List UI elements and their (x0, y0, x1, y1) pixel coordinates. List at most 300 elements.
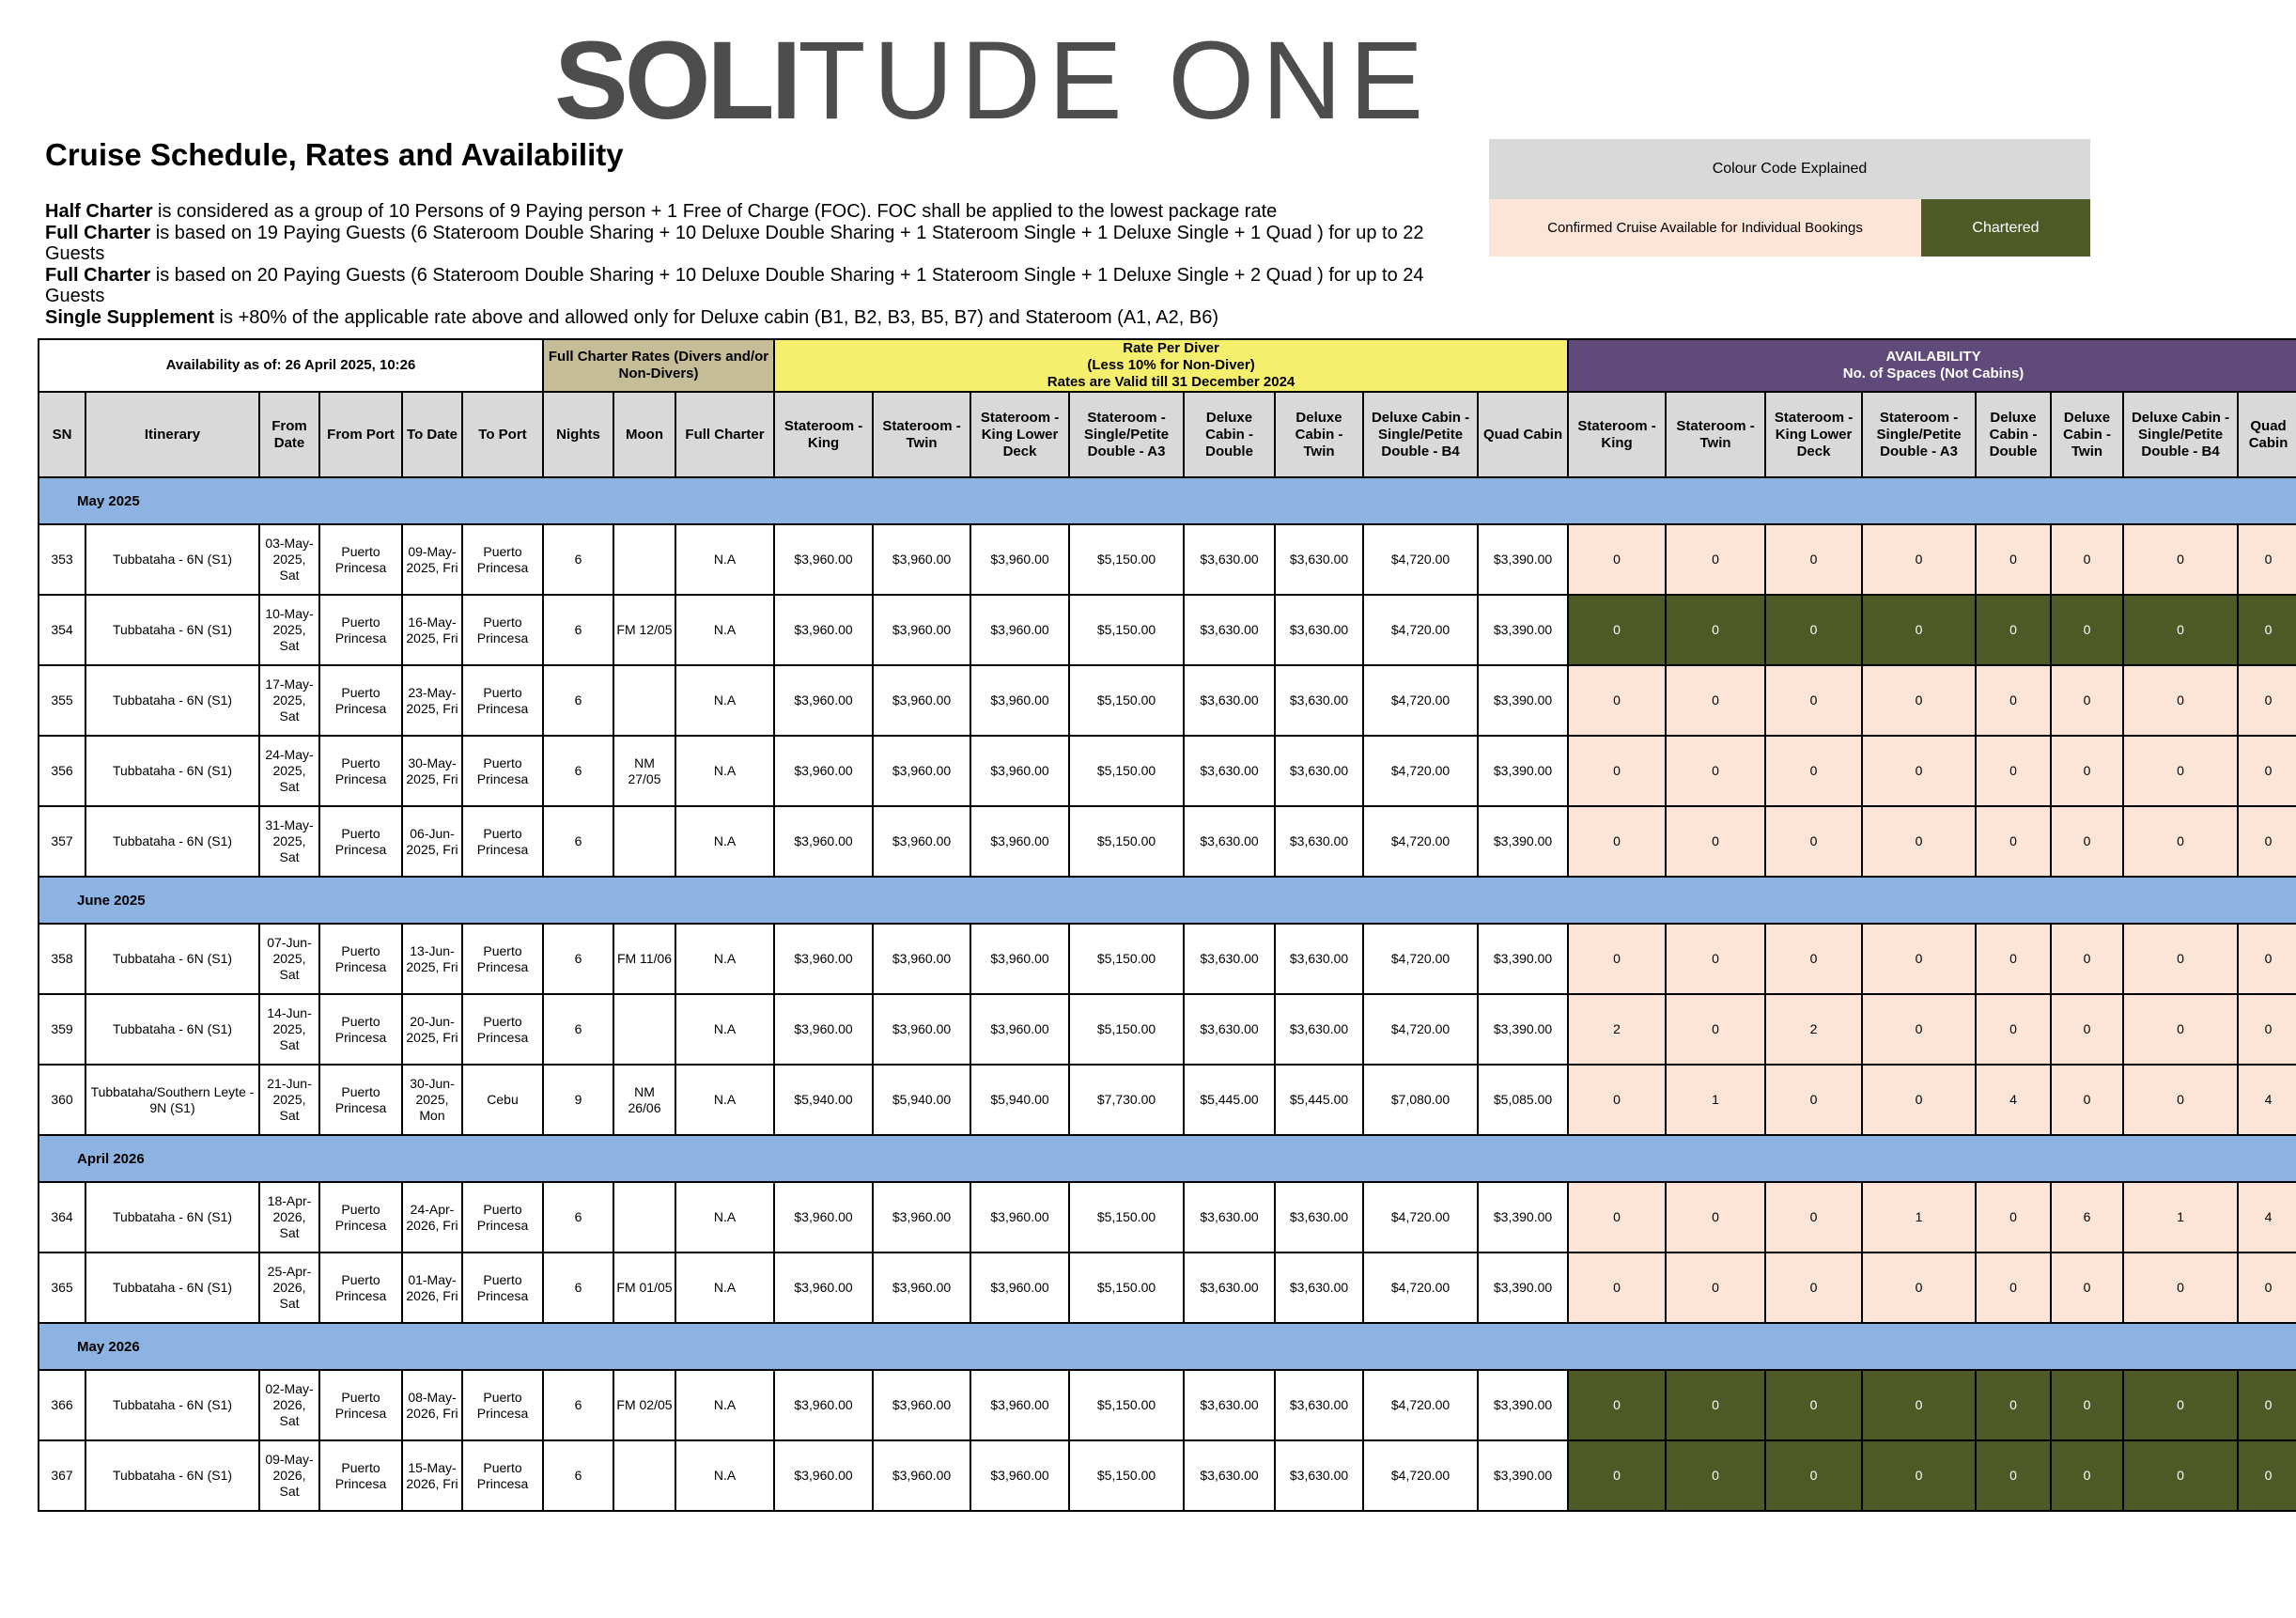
rate-cell: $3,960.00 (873, 1182, 970, 1252)
from-date-cell: 14-Jun-2025, Sat (259, 994, 319, 1065)
from-port-cell: Puerto Princesa (319, 1252, 402, 1323)
availability-cell: 0 (2123, 665, 2238, 736)
availability-cell: 1 (1862, 1182, 1976, 1252)
availability-header (1568, 339, 2296, 392)
column-header: Stateroom - Single/Petite Double - A3 (1862, 392, 1976, 477)
availability-cell: 0 (1976, 806, 2051, 877)
from-port-cell: Puerto Princesa (319, 1440, 402, 1511)
availability-cell: 0 (2123, 524, 2238, 595)
column-header: Full Charter (675, 392, 774, 477)
full-charter-cell: N.A (675, 736, 774, 806)
rate-cell: $5,150.00 (1069, 1252, 1184, 1323)
table-row (39, 1182, 2296, 1252)
availability-cell: 0 (1976, 1370, 2051, 1440)
itinerary-cell: Tubbataha - 6N (S1) (85, 665, 259, 736)
availability-cell: 0 (1862, 524, 1976, 595)
month-label: May 2026 (39, 1323, 2296, 1370)
legend-available-swatch: Confirmed Cruise Available for Individual Bookings (1489, 199, 1921, 257)
from-port-cell: Puerto Princesa (319, 806, 402, 877)
itinerary-cell: Tubbataha - 6N (S1) (85, 524, 259, 595)
column-header: Itinerary (85, 392, 259, 477)
nights-cell: 6 (543, 595, 613, 665)
column-header: Deluxe Cabin - Single/Petite Double - B4 (1363, 392, 1478, 477)
from-port-cell: Puerto Princesa (319, 595, 402, 665)
full-charter-rates-label: Full Charter Rates (Divers and/or Non-Divers) (548, 349, 769, 381)
column-header: Stateroom - Twin (1666, 392, 1765, 477)
availability-cell: 0 (1666, 994, 1765, 1065)
sn-cell: 366 (39, 1370, 85, 1440)
availability-cell: 0 (2051, 994, 2123, 1065)
rate-cell: $3,960.00 (873, 994, 970, 1065)
legend-header: Colour Code Explained (1489, 139, 2090, 199)
table-row (39, 1370, 2296, 1440)
nights-cell: 9 (543, 1065, 613, 1135)
availability-cell: 0 (1666, 1182, 1765, 1252)
rate-cell: $3,960.00 (774, 994, 873, 1065)
from-port-cell: Puerto Princesa (319, 1370, 402, 1440)
column-header: Stateroom - King Lower Deck (970, 392, 1069, 477)
availability-cell: 0 (1765, 736, 1862, 806)
availability-cell: 0 (1976, 524, 2051, 595)
to-date-cell: 01-May-2026, Fri (402, 1252, 462, 1323)
availability-cell: 0 (2123, 924, 2238, 994)
to-date-cell: 20-Jun-2025, Fri (402, 994, 462, 1065)
rate-cell: $3,630.00 (1184, 1440, 1275, 1511)
rate-cell: $3,630.00 (1275, 1252, 1363, 1323)
rate-cell: $3,960.00 (873, 736, 970, 806)
availability-cell: 0 (1765, 1252, 1862, 1323)
rate-cell: $3,390.00 (1478, 1440, 1568, 1511)
rate-cell: $3,960.00 (970, 1252, 1069, 1323)
rate-cell: $3,960.00 (970, 736, 1069, 806)
moon-cell (613, 665, 675, 736)
availability-cell: 0 (1666, 736, 1765, 806)
availability-cell: 0 (1765, 1182, 1862, 1252)
rate-cell: $3,960.00 (774, 924, 873, 994)
availability-cell: 0 (1666, 806, 1765, 877)
full-charter-cell: N.A (675, 1440, 774, 1511)
rate-cell: $3,630.00 (1275, 924, 1363, 994)
column-header: Quad Cabin (1478, 392, 1568, 477)
to-port-cell: Puerto Princesa (462, 1370, 543, 1440)
to-port-cell: Puerto Princesa (462, 806, 543, 877)
sn-cell: 357 (39, 806, 85, 877)
rate-cell: $3,960.00 (774, 1370, 873, 1440)
sn-cell: 365 (39, 1252, 85, 1323)
availability-cell: 0 (2051, 1370, 2123, 1440)
rate-cell: $5,150.00 (1069, 1440, 1184, 1511)
availability-cell: 0 (1862, 1370, 1976, 1440)
moon-cell (613, 806, 675, 877)
rate-cell: $4,720.00 (1363, 665, 1478, 736)
availability-cell: 0 (1666, 595, 1765, 665)
availability-cell: 0 (2123, 1440, 2238, 1511)
rate-per-diver-line-1: Rate Per Diver (1123, 340, 1219, 356)
nights-cell: 6 (543, 806, 613, 877)
rate-cell: $4,720.00 (1363, 595, 1478, 665)
itinerary-cell: Tubbataha - 6N (S1) (85, 1252, 259, 1323)
rate-cell: $3,960.00 (873, 1370, 970, 1440)
rate-cell: $4,720.00 (1363, 1252, 1478, 1323)
month-label: June 2025 (39, 877, 2296, 924)
sn-cell: 356 (39, 736, 85, 806)
to-port-cell: Puerto Princesa (462, 994, 543, 1065)
rate-cell: $3,960.00 (970, 1370, 1069, 1440)
logo-light-text: TUDE ONE (798, 19, 1432, 143)
column-header: Deluxe Cabin - Twin (1275, 392, 1363, 477)
rate-cell: $4,720.00 (1363, 1370, 1478, 1440)
rate-cell: $3,630.00 (1275, 994, 1363, 1065)
to-date-cell: 16-May-2025, Fri (402, 595, 462, 665)
availability-cell: 0 (1568, 924, 1666, 994)
rate-per-diver-line-2: (Less 10% for Non-Diver) (1087, 357, 1255, 373)
rate-cell: $3,960.00 (970, 524, 1069, 595)
availability-cell: 2 (1568, 994, 1666, 1065)
full-charter-cell: N.A (675, 1252, 774, 1323)
availability-cell: 0 (2238, 1252, 2296, 1323)
rate-cell: $3,630.00 (1184, 806, 1275, 877)
rate-cell: $3,630.00 (1184, 736, 1275, 806)
availability-cell: 0 (1862, 665, 1976, 736)
availability-cell: 0 (1862, 1440, 1976, 1511)
availability-cell: 0 (1666, 1370, 1765, 1440)
rate-cell: $3,630.00 (1275, 665, 1363, 736)
month-section-row (39, 1135, 2296, 1182)
rate-cell: $5,150.00 (1069, 1370, 1184, 1440)
to-port-cell: Puerto Princesa (462, 924, 543, 994)
availability-cell: 0 (2051, 1252, 2123, 1323)
table-row (39, 595, 2296, 665)
sn-cell: 358 (39, 924, 85, 994)
column-header: Moon (613, 392, 675, 477)
availability-cell: 0 (1976, 595, 2051, 665)
availability-cell: 0 (1976, 1182, 2051, 1252)
rate-cell: $3,960.00 (873, 595, 970, 665)
to-date-cell: 30-May-2025, Fri (402, 736, 462, 806)
moon-cell: FM 12/05 (613, 595, 675, 665)
rate-cell: $5,445.00 (1184, 1065, 1275, 1135)
rate-cell: $4,720.00 (1363, 1440, 1478, 1511)
column-header: Stateroom - King (1568, 392, 1666, 477)
moon-cell (613, 1440, 675, 1511)
rate-cell: $3,960.00 (774, 595, 873, 665)
from-port-cell: Puerto Princesa (319, 1065, 402, 1135)
table-row (39, 736, 2296, 806)
moon-cell (613, 524, 675, 595)
availability-cell: 0 (1666, 924, 1765, 994)
nights-cell: 6 (543, 1182, 613, 1252)
availability-cell: 1 (1666, 1065, 1765, 1135)
nights-cell: 6 (543, 736, 613, 806)
rate-cell: $4,720.00 (1363, 924, 1478, 994)
table-row (39, 665, 2296, 736)
from-port-cell: Puerto Princesa (319, 736, 402, 806)
page-title: Cruise Schedule, Rates and Availability (45, 137, 624, 172)
rate-cell: $3,630.00 (1184, 1370, 1275, 1440)
full-charter-cell: N.A (675, 1182, 774, 1252)
table-row (39, 1440, 2296, 1511)
rate-cell: $3,390.00 (1478, 1182, 1568, 1252)
column-header: To Port (462, 392, 543, 477)
from-port-cell: Puerto Princesa (319, 524, 402, 595)
availability-cell: 0 (2051, 924, 2123, 994)
rate-cell: $3,630.00 (1275, 1440, 1363, 1511)
moon-cell: FM 01/05 (613, 1252, 675, 1323)
rate-cell: $3,630.00 (1184, 994, 1275, 1065)
from-port-cell: Puerto Princesa (319, 924, 402, 994)
availability-cell: 1 (2123, 1182, 2238, 1252)
availability-cell: 0 (1862, 994, 1976, 1065)
availability-cell: 0 (2051, 1440, 2123, 1511)
month-section-row (39, 1323, 2296, 1370)
rate-cell: $4,720.00 (1363, 806, 1478, 877)
solitude-one-logo (554, 19, 1432, 143)
column-header: To Date (402, 392, 462, 477)
to-date-cell: 06-Jun-2025, Fri (402, 806, 462, 877)
nights-cell: 6 (543, 665, 613, 736)
to-date-cell: 13-Jun-2025, Fri (402, 924, 462, 994)
column-header: SN (39, 392, 85, 477)
to-port-cell: Puerto Princesa (462, 736, 543, 806)
availability-cell: 0 (1568, 524, 1666, 595)
availability-cell: 0 (1862, 924, 1976, 994)
column-header: Quad Cabin (2238, 392, 2296, 477)
month-section-row (39, 877, 2296, 924)
nights-cell: 6 (543, 1440, 613, 1511)
from-date-cell: 10-May-2025, Sat (259, 595, 319, 665)
itinerary-cell: Tubbataha - 6N (S1) (85, 1182, 259, 1252)
rate-cell: $5,150.00 (1069, 736, 1184, 806)
availability-line-1: AVAILABILITY (1885, 349, 1981, 365)
from-date-cell: 18-Apr-2026, Sat (259, 1182, 319, 1252)
from-date-cell: 24-May-2025, Sat (259, 736, 319, 806)
column-header-row (39, 392, 2296, 477)
availability-cell: 0 (1666, 665, 1765, 736)
from-date-cell: 25-Apr-2026, Sat (259, 1252, 319, 1323)
nights-cell: 6 (543, 1252, 613, 1323)
month-section-row (39, 477, 2296, 524)
table-row (39, 524, 2296, 595)
moon-cell: FM 02/05 (613, 1370, 675, 1440)
legend-chartered-swatch: Chartered (1921, 199, 2090, 257)
from-date-cell: 03-May-2025, Sat (259, 524, 319, 595)
availability-cell: 0 (1568, 1065, 1666, 1135)
availability-cell: 0 (1765, 665, 1862, 736)
rate-cell: $3,390.00 (1478, 924, 1568, 994)
availability-cell: 0 (1765, 595, 1862, 665)
availability-cell: 0 (1765, 806, 1862, 877)
rate-cell: $3,630.00 (1275, 736, 1363, 806)
full-charter-cell: N.A (675, 595, 774, 665)
from-date-cell: 17-May-2025, Sat (259, 665, 319, 736)
rate-cell: $3,390.00 (1478, 1370, 1568, 1440)
table-row (39, 1065, 2296, 1135)
availability-cell: 0 (2238, 994, 2296, 1065)
table-row (39, 806, 2296, 877)
rate-cell: $3,390.00 (1478, 595, 1568, 665)
availability-cell: 0 (2238, 924, 2296, 994)
note-single-supplement: Single Supplement is +80% of the applicable rate above and allowed only for Deluxe cabin (B1, B2, B3, B5, B7) and Stateroom (A1, A2, B6) (45, 306, 1218, 328)
to-date-cell: 15-May-2026, Fri (402, 1440, 462, 1511)
table-row (39, 924, 2296, 994)
availability-cell: 0 (2123, 806, 2238, 877)
availability-cell: 0 (1568, 665, 1666, 736)
availability-cell: 0 (2123, 994, 2238, 1065)
to-date-cell: 08-May-2026, Fri (402, 1370, 462, 1440)
moon-cell: FM 11/06 (613, 924, 675, 994)
rate-cell: $3,630.00 (1275, 1182, 1363, 1252)
availability-cell: 0 (2123, 1252, 2238, 1323)
column-header: Deluxe Cabin - Double (1184, 392, 1275, 477)
rate-cell: $3,390.00 (1478, 524, 1568, 595)
column-header: Nights (543, 392, 613, 477)
availability-cell: 6 (2051, 1182, 2123, 1252)
availability-line-2: No. of Spaces (Not Cabins) (1842, 366, 2025, 381)
rate-cell: $3,630.00 (1275, 524, 1363, 595)
availability-cell: 0 (1765, 1370, 1862, 1440)
availability-cell: 0 (2051, 1065, 2123, 1135)
itinerary-cell: Tubbataha - 6N (S1) (85, 595, 259, 665)
rate-cell: $3,630.00 (1184, 1252, 1275, 1323)
rate-cell: $3,960.00 (774, 736, 873, 806)
availability-cell: 0 (1568, 1182, 1666, 1252)
rate-cell: $3,960.00 (873, 924, 970, 994)
availability-cell: 0 (2051, 524, 2123, 595)
availability-cell: 0 (2238, 524, 2296, 595)
full-charter-cell: N.A (675, 665, 774, 736)
rate-cell: $3,960.00 (970, 595, 1069, 665)
availability-cell: 4 (2238, 1182, 2296, 1252)
availability-cell: 0 (1765, 924, 1862, 994)
sn-cell: 354 (39, 595, 85, 665)
rate-cell: $3,960.00 (873, 1440, 970, 1511)
availability-cell: 0 (2123, 1065, 2238, 1135)
rate-cell: $3,390.00 (1478, 1252, 1568, 1323)
rate-cell: $5,150.00 (1069, 924, 1184, 994)
availability-cell: 0 (1666, 1252, 1765, 1323)
charter-notes (45, 201, 1482, 328)
column-header: Stateroom - King (774, 392, 873, 477)
rate-cell: $3,960.00 (873, 665, 970, 736)
rate-cell: $3,960.00 (774, 665, 873, 736)
full-charter-cell: N.A (675, 1370, 774, 1440)
rate-cell: $3,960.00 (774, 806, 873, 877)
to-port-cell: Puerto Princesa (462, 1182, 543, 1252)
rate-cell: $5,445.00 (1275, 1065, 1363, 1135)
to-date-cell: 09-May-2025, Fri (402, 524, 462, 595)
rate-cell: $5,150.00 (1069, 524, 1184, 595)
itinerary-cell: Tubbataha - 6N (S1) (85, 1370, 259, 1440)
from-date-cell: 07-Jun-2025, Sat (259, 924, 319, 994)
table-row (39, 994, 2296, 1065)
column-header: From Port (319, 392, 402, 477)
availability-cell: 0 (2051, 595, 2123, 665)
availability-cell: 0 (1976, 665, 2051, 736)
availability-cell: 2 (1765, 994, 1862, 1065)
availability-cell: 0 (2238, 736, 2296, 806)
rate-cell: $3,960.00 (970, 1182, 1069, 1252)
rate-cell: $4,720.00 (1363, 524, 1478, 595)
to-date-cell: 24-Apr-2026, Fri (402, 1182, 462, 1252)
availability-cell: 0 (1862, 595, 1976, 665)
availability-cell: 0 (1568, 736, 1666, 806)
rate-cell: $3,960.00 (970, 806, 1069, 877)
column-header: From Date (259, 392, 319, 477)
to-port-cell: Cebu (462, 1065, 543, 1135)
rate-cell: $3,960.00 (774, 1440, 873, 1511)
availability-cell: 4 (2238, 1065, 2296, 1135)
to-port-cell: Puerto Princesa (462, 665, 543, 736)
availability-cell: 0 (1862, 806, 1976, 877)
rate-cell: $5,940.00 (774, 1065, 873, 1135)
column-header: Stateroom - Single/Petite Double - A3 (1069, 392, 1184, 477)
rate-cell: $7,730.00 (1069, 1065, 1184, 1135)
availability-cell: 0 (2051, 736, 2123, 806)
rate-cell: $3,630.00 (1275, 806, 1363, 877)
rate-cell: $3,960.00 (873, 1252, 970, 1323)
itinerary-cell: Tubbataha - 6N (S1) (85, 1440, 259, 1511)
itinerary-cell: Tubbataha/Southern Leyte - 9N (S1) (85, 1065, 259, 1135)
colour-code-legend (1489, 139, 2090, 257)
rate-cell: $5,150.00 (1069, 1182, 1184, 1252)
nights-cell: 6 (543, 524, 613, 595)
availability-cell: 0 (1976, 1440, 2051, 1511)
rate-cell: $5,940.00 (970, 1065, 1069, 1135)
nights-cell: 6 (543, 1370, 613, 1440)
availability-cell: 0 (1976, 924, 2051, 994)
availability-cell: 4 (1976, 1065, 2051, 1135)
from-port-cell: Puerto Princesa (319, 1182, 402, 1252)
column-header: Deluxe Cabin - Double (1976, 392, 2051, 477)
rate-cell: $5,085.00 (1478, 1065, 1568, 1135)
availability-cell: 0 (2238, 595, 2296, 665)
rate-cell: $5,150.00 (1069, 665, 1184, 736)
availability-cell: 0 (2238, 1370, 2296, 1440)
to-port-cell: Puerto Princesa (462, 595, 543, 665)
from-date-cell: 09-May-2026, Sat (259, 1440, 319, 1511)
full-charter-rates-header (543, 339, 774, 392)
rate-cell: $3,630.00 (1184, 924, 1275, 994)
availability-cell: 0 (1862, 1252, 1976, 1323)
from-port-cell: Puerto Princesa (319, 994, 402, 1065)
availability-cell: 0 (1765, 524, 1862, 595)
rate-cell: $3,960.00 (774, 1182, 873, 1252)
sn-cell: 364 (39, 1182, 85, 1252)
full-charter-cell: N.A (675, 924, 774, 994)
note-full-charter-22: Full Charter is based on 19 Paying Guests (6 Stateroom Double Sharing + 10 Deluxe Double Sharing + 1 Stateroom Single + 1 Deluxe Single + 1 Quad ) for up to 22 Guests (45, 222, 1424, 264)
rate-cell: $3,390.00 (1478, 665, 1568, 736)
availability-cell: 0 (1862, 736, 1976, 806)
to-port-cell: Puerto Princesa (462, 1440, 543, 1511)
note-full-charter-24: Full Charter is based on 20 Paying Guests (6 Stateroom Double Sharing + 10 Deluxe Double Sharing + 1 Stateroom Single + 1 Deluxe Single + 2 Quad ) for up to 24 Guests (45, 264, 1424, 306)
moon-cell (613, 1182, 675, 1252)
availability-cell: 0 (1666, 1440, 1765, 1511)
table-row (39, 1252, 2296, 1323)
rate-cell: $3,630.00 (1184, 665, 1275, 736)
availability-cell: 0 (2123, 1370, 2238, 1440)
availability-cell: 0 (2051, 806, 2123, 877)
from-date-cell: 21-Jun-2025, Sat (259, 1065, 319, 1135)
month-label: May 2025 (39, 477, 2296, 524)
rate-per-diver-line-3: Rates are Valid till 31 December 2024 (1047, 374, 1295, 390)
column-header: Deluxe Cabin - Twin (2051, 392, 2123, 477)
rate-cell: $3,630.00 (1275, 1370, 1363, 1440)
column-header: Stateroom - King Lower Deck (1765, 392, 1862, 477)
rate-cell: $3,630.00 (1184, 524, 1275, 595)
availability-cell: 0 (1862, 1065, 1976, 1135)
rate-cell: $5,150.00 (1069, 806, 1184, 877)
availability-cell: 0 (1568, 1252, 1666, 1323)
